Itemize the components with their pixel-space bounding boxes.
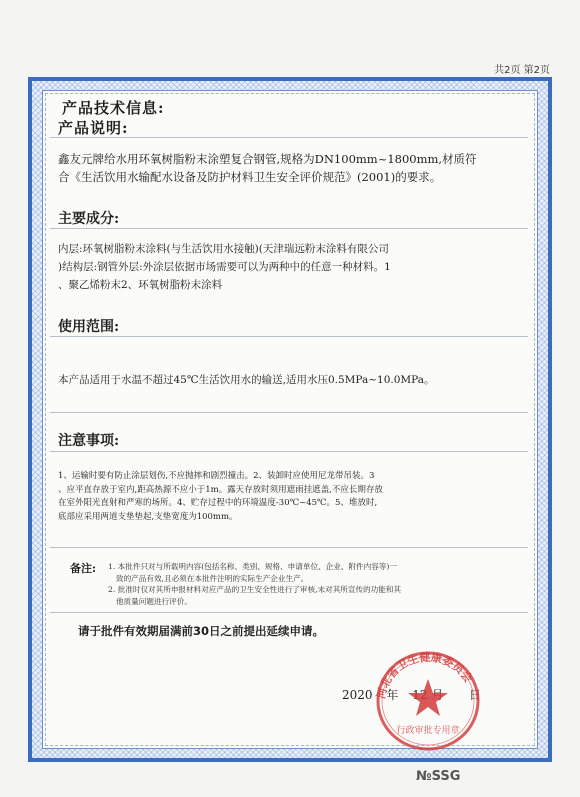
notes-line: 1、运输时要有防止涂层划伤,不应抛摔和剧烈撞击。2、装卸时应使用尼龙带吊装。3 <box>58 471 375 481</box>
divider <box>50 336 528 337</box>
renewal-notice: 请于批件有效期届满前30日之前提出延续申请。 <box>78 624 325 638</box>
divider <box>50 451 528 452</box>
remark-line: 2. 批准时仅对其所申报材料对应产品的卫生安全性进行了审核,未对其所宣传的功能和其 <box>108 585 402 594</box>
notes-line: 、应平直存放于室内,距高热源不应小于1m。露天存放时须用遮雨挂遮盖,不应长期存放 <box>58 484 383 495</box>
notes-line: 底部应采用两道支垫垫起,支垫宽度为100mm。 <box>58 511 238 522</box>
composition-text <box>58 240 533 294</box>
remark-text <box>108 561 520 607</box>
divider <box>50 547 528 548</box>
date-year-char: 年 <box>386 688 399 702</box>
description-line: 鑫友元牌给水用环氧树脂粉末涂塑复合钢管,规格为DN100mm~1800mm,材质符 <box>58 152 477 166</box>
page-indicator: 共2页 第2页 <box>494 65 550 76</box>
heading-composition: 主要成分: <box>58 211 120 227</box>
notes-line: 在室外阳光直射和严寒的场所。4、贮存过程中的环境温度-30℃~45℃。5、堆放时, <box>58 498 378 508</box>
star-icon <box>408 679 448 716</box>
heading-description: 产品说明: <box>58 119 129 137</box>
seal-bottom-text: 行政审批专用章 <box>396 726 460 736</box>
composition-line: 内层:环氧树脂粉末涂料(与生活饮用水接触)(天津瑞远粉末涂料有限公司 <box>58 243 389 255</box>
usage-text: 本产品适用于水温不超过45℃生活饮用水的输送,适用水压0.5MPa~10.0MPa。 <box>58 374 435 386</box>
heading-remark: 备注: <box>70 562 97 575</box>
date-day-char: 日 <box>469 688 482 702</box>
divider <box>50 612 528 613</box>
remark-line: 致的产品有效,且必须在本批件注明的实际生产企业生产。 <box>116 573 309 583</box>
divider <box>50 137 528 138</box>
notes-text <box>58 470 536 524</box>
composition-line: )结构层:钢管外层:外涂层依据市场需要可以为两种中的任意一种材料。1 <box>58 261 391 273</box>
serial-number: №SSG <box>416 769 461 784</box>
official-seal <box>368 645 488 757</box>
remark-line: 1. 本批件只对与所载明内容(包括名称、类别、规格、申请单位、企业、附件内容等)一 <box>108 562 397 571</box>
date-year: 2020 <box>342 688 373 702</box>
composition-line: 、聚乙烯粉末2、环氧树脂粉末涂料 <box>58 279 223 291</box>
heading-notes: 注意事项: <box>58 433 120 449</box>
heading-usage: 使用范围: <box>58 319 120 335</box>
divider <box>50 228 528 229</box>
heading-tech-info: 产品技术信息: <box>62 99 165 117</box>
seal-ring-text: 河北省卫生健康委员会 <box>374 650 475 701</box>
description-text <box>58 150 533 186</box>
remark-line: 他质量问题进行评价。 <box>116 596 192 606</box>
divider <box>50 412 528 413</box>
description-line: 合《生活饮用水输配水设备及防护材料卫生安全评价规范》(2001)的要求。 <box>58 170 442 184</box>
